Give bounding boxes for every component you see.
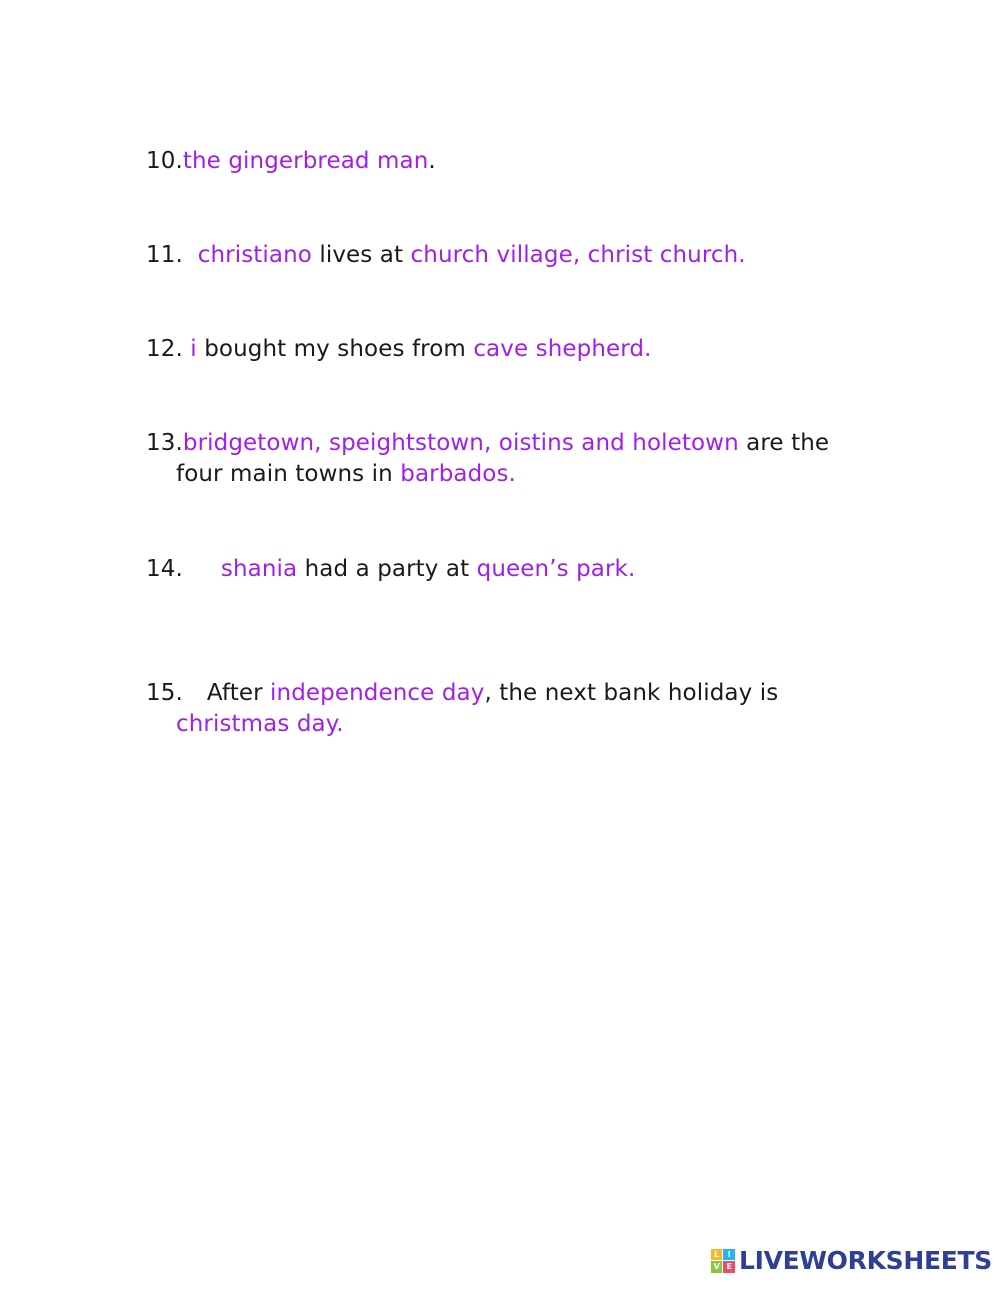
sentence-text: are the (738, 430, 830, 456)
item-number: 11. (146, 242, 183, 268)
proper-noun-answer: cave shepherd. (473, 336, 652, 362)
sentence-text: four main towns in (176, 461, 401, 487)
proper-noun-answer: bridgetown, speightstown, oistins and holetown (182, 430, 739, 456)
sentence-10 (146, 146, 886, 177)
proper-noun-answer: i (182, 336, 197, 362)
proper-noun-answer: christmas day. (176, 711, 344, 737)
sentence-13 (146, 428, 886, 490)
item-number: 13. (146, 430, 183, 456)
item-number: 14. (146, 556, 183, 582)
proper-noun-answer: shania (220, 556, 298, 582)
item-number: 12. (146, 336, 183, 362)
sentence-12 (146, 334, 886, 365)
proper-noun-answer: christiano (190, 242, 312, 268)
logo-blocks-icon: L I V E (711, 1249, 735, 1273)
item-number: 15. (146, 680, 183, 706)
sentence-text: bought my shoes from (196, 336, 474, 362)
sentence-14 (146, 554, 886, 585)
sentence-text: . (428, 148, 436, 174)
proper-noun-answer: the gingerbread man (182, 148, 429, 174)
proper-noun-answer: barbados. (400, 461, 516, 487)
sentence-text: After (206, 680, 271, 706)
proper-noun-answer: church village, christ church. (410, 242, 746, 268)
item-number: 10. (146, 148, 183, 174)
logo-wordmark: LIVEWORKSHEETS (738, 1246, 992, 1275)
proper-noun-answer: queen’s park. (476, 556, 636, 582)
sentence-text: , the next bank holiday is (484, 680, 779, 706)
liveworksheets-logo (711, 1246, 992, 1275)
sentence-11 (146, 240, 886, 271)
sentence-text: lives at (311, 242, 411, 268)
sentence-15 (146, 678, 886, 740)
sentence-text: had a party at (297, 556, 477, 582)
proper-noun-answer: independence day (270, 680, 485, 706)
